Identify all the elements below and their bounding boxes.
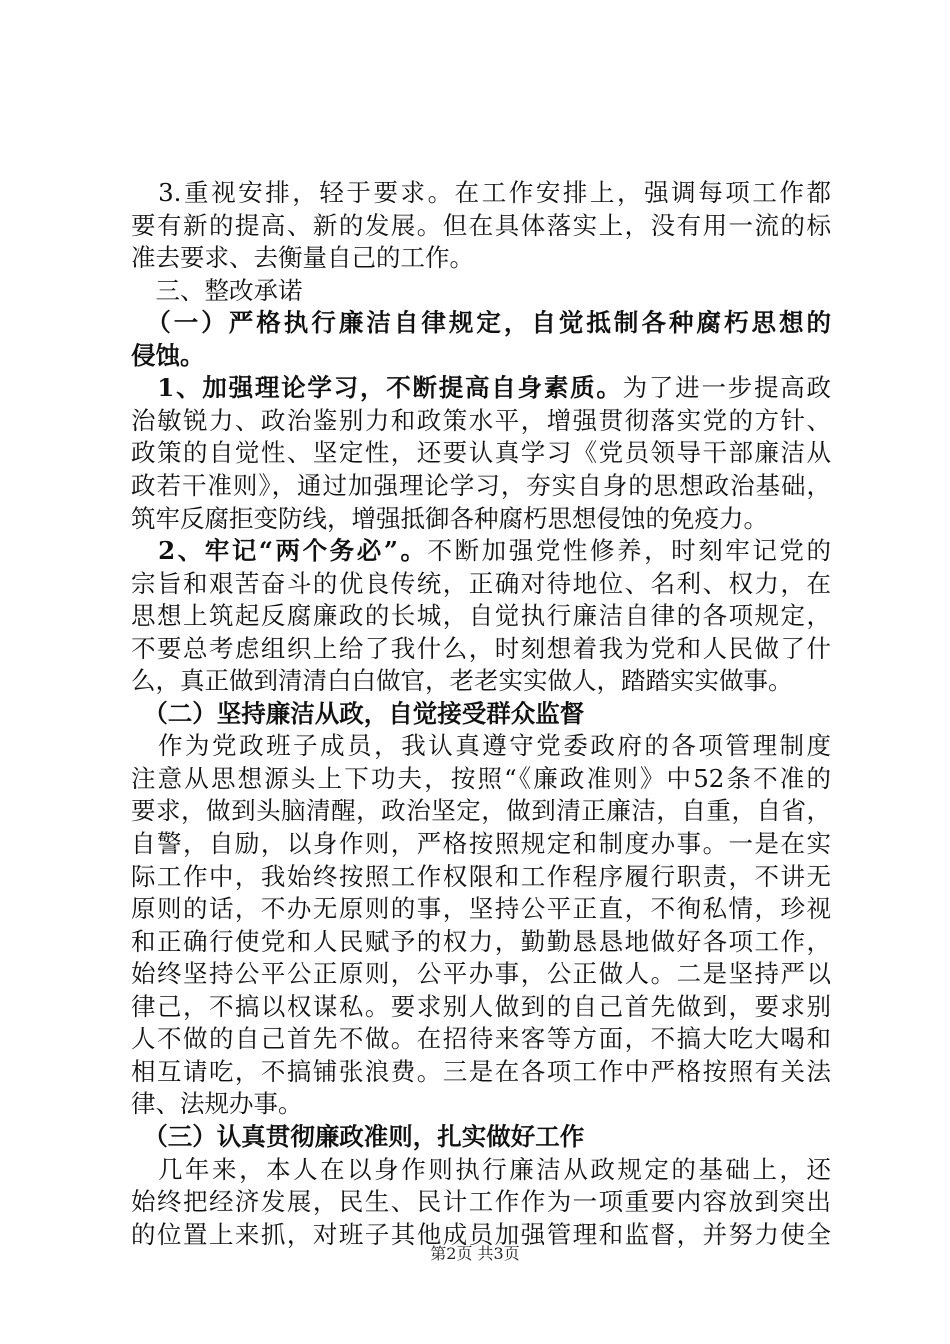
text-line bbox=[131, 860, 831, 894]
body-text: 三、整改承诺 bbox=[131, 275, 303, 305]
body-text: 筑牢反腐拒变防线，增强抵御各种腐朽思想侵蚀的免疫力。 bbox=[131, 503, 768, 533]
body-text: 3.重视安排，轻于要求。在工作安排上，强调每项工作都 bbox=[131, 178, 831, 207]
text-line bbox=[131, 176, 831, 210]
body-text: 思想上筑起反腐廉政的长城，自觉执行廉洁自律的各项规定， bbox=[131, 601, 831, 631]
text-line bbox=[131, 762, 831, 796]
body-text: 律己，不搞以权谋私。要求别人做到的自己首先做到，要求别 bbox=[131, 991, 831, 1021]
body-text: 际工作中，我始终按照工作权限和工作程序履行职责，不讲无 bbox=[131, 861, 831, 891]
text-line bbox=[131, 1120, 831, 1154]
body-text: 人不做的自己首先不做。在招待来客等方面，不搞大吃大喝和 bbox=[131, 1024, 831, 1054]
text-line bbox=[131, 729, 831, 763]
bold-heading-text: 侵蚀。 bbox=[131, 340, 205, 370]
text-line bbox=[131, 209, 831, 243]
body-text: 准去要求、去衡量自己的工作。 bbox=[131, 243, 474, 273]
text-line bbox=[131, 632, 831, 666]
text-line bbox=[131, 957, 831, 991]
page-footer: 第2页 共3页 bbox=[430, 1244, 520, 1263]
text-line bbox=[131, 371, 831, 405]
text-line bbox=[131, 925, 831, 959]
body-text: 要有新的提高、新的发展。但在具体落实上，没有用一流的标 bbox=[131, 210, 831, 240]
text-line bbox=[131, 241, 831, 275]
body-text: 政策的自觉性、坚定性，还要认真学习《党员领导干部廉洁从 bbox=[131, 438, 831, 468]
body-text: 为了进一步提高政 bbox=[622, 373, 831, 403]
body-text: 么，真正做到清清白白做官，老老实实做人，踏踏实实做事。 bbox=[131, 666, 793, 696]
text-line bbox=[131, 469, 831, 503]
text-line bbox=[131, 794, 831, 828]
body-text: 的位置上来抓，对班子其他成员加强管理和监督，并努力使全 bbox=[131, 1219, 831, 1249]
body-text: 注意从思想源头上下功夫，按照“《廉政准则》中52条不准的 bbox=[131, 763, 831, 793]
bold-heading-text: （一）严格执行廉洁自律规定，自觉抵制各种腐朽思想的 bbox=[131, 308, 831, 338]
text-line bbox=[131, 306, 831, 340]
text-line bbox=[131, 567, 831, 601]
text-line bbox=[131, 534, 831, 568]
body-text: 律、法规办事。 bbox=[131, 1089, 303, 1119]
body-text: 宗旨和艰苦奋斗的优良传统，正确对待地位、名利、权力，在 bbox=[131, 568, 831, 598]
body-text: 不断加强党性修养，时刻牢记党的 bbox=[427, 536, 831, 566]
body-text: 要求，做到头脑清醒，政治坚定，做到清正廉洁，自重，自省， bbox=[131, 796, 831, 826]
bold-heading-text: 2、牢记“两个务必”。 bbox=[131, 536, 428, 566]
text-line bbox=[131, 502, 831, 536]
text-line bbox=[131, 1022, 831, 1056]
text-line bbox=[131, 990, 831, 1024]
text-line bbox=[131, 892, 831, 926]
text-line bbox=[131, 339, 831, 373]
text-line bbox=[131, 274, 831, 308]
text-line bbox=[131, 436, 831, 470]
body-text: 始终坚持公平公正原则，公平办事，公正做人。二是坚持严以 bbox=[131, 959, 831, 989]
body-text: 相互请吃，不搞铺张浪费。三是在各项工作中严格按照有关法 bbox=[131, 1056, 831, 1086]
body-text: 作为党政班子成员，我认真遵守党委政府的各项管理制度 bbox=[131, 731, 831, 761]
text-line bbox=[131, 404, 831, 438]
body-text: 自警，自励，以身作则，严格按照规定和制度办事。一是在实 bbox=[131, 829, 831, 858]
body-text: 原则的话，不办无原则的事，坚持公平正直，不徇私情，珍视 bbox=[131, 894, 831, 924]
bold-heading-text: （二）坚持廉洁从政，自觉接受群众监督 bbox=[131, 698, 585, 728]
body-text: 政若干准则》，通过加强理论学习，夯实自身的思想政治基础， bbox=[131, 470, 831, 500]
text-line bbox=[131, 1055, 831, 1089]
text-line bbox=[131, 1087, 831, 1121]
body-text: 几年来，本人在以身作则执行廉洁从政规定的基础上，还 bbox=[131, 1154, 831, 1184]
text-line bbox=[131, 1153, 831, 1187]
text-line bbox=[131, 827, 831, 861]
body-text: 始终把经济发展，民生、民计工作作为一项重要内容放到突出 bbox=[131, 1187, 831, 1217]
text-line bbox=[131, 697, 831, 731]
text-line bbox=[131, 1185, 831, 1219]
bold-heading-text: 1、加强理论学习，不断提高自身素质。 bbox=[131, 373, 623, 403]
text-line bbox=[131, 664, 831, 698]
body-text: 治敏锐力、政治鉴别力和政策水平，增强贯彻落实党的方针、 bbox=[131, 405, 831, 435]
body-text: 和正确行使党和人民赋予的权力，勤勤恳恳地做好各项工作， bbox=[131, 926, 831, 956]
text-line bbox=[131, 599, 831, 633]
bold-heading-text: （三）认真贯彻廉政准则，扎实做好工作 bbox=[131, 1121, 585, 1151]
body-text: 不要总考虑组织上给了我什么，时刻想着我为党和人民做了什 bbox=[131, 633, 831, 663]
